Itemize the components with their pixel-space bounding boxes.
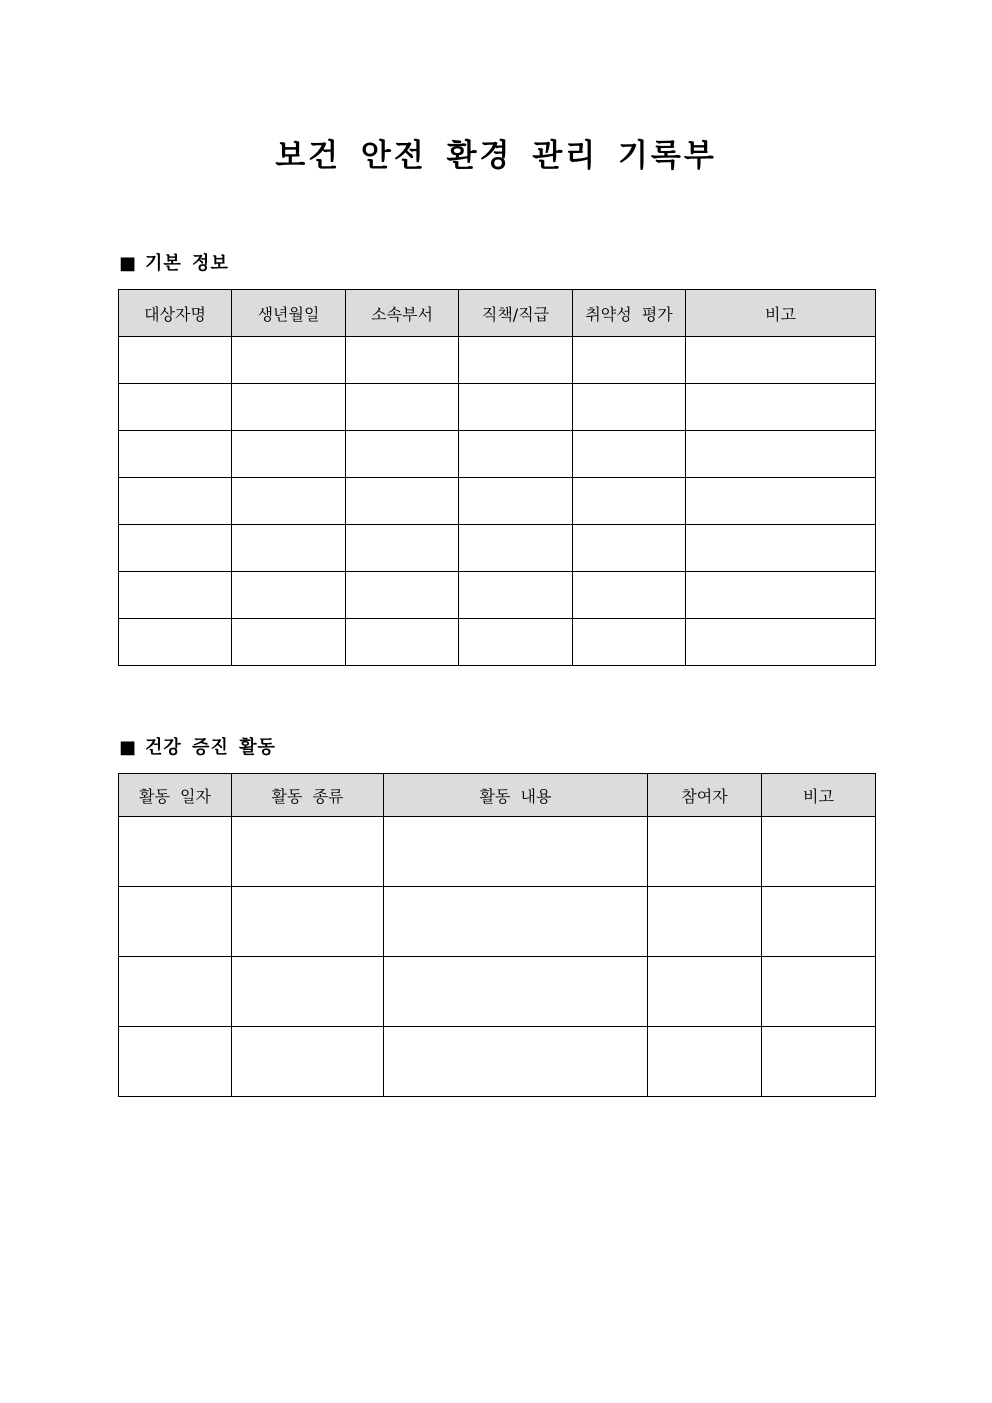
table-cell[interactable] <box>762 957 876 1027</box>
table-cell[interactable] <box>346 572 459 619</box>
table-header-row <box>119 290 876 337</box>
column-header-position: 직책/직급 <box>459 290 573 337</box>
table-row <box>119 431 876 478</box>
table-cell[interactable] <box>346 337 459 384</box>
table-cell[interactable] <box>573 619 686 666</box>
table-cell[interactable] <box>232 478 346 525</box>
table-cell[interactable] <box>119 525 232 572</box>
table-cell[interactable] <box>459 384 573 431</box>
square-bullet-icon: ■ <box>119 253 138 274</box>
table-cell[interactable] <box>573 384 686 431</box>
column-header-activity-type: 활동 종류 <box>232 774 384 817</box>
table-cell[interactable] <box>232 817 384 887</box>
table-cell[interactable] <box>648 1027 762 1097</box>
table-cell[interactable] <box>686 431 876 478</box>
table-cell[interactable] <box>686 337 876 384</box>
table-row <box>119 1027 876 1097</box>
table-row <box>119 817 876 887</box>
table-cell[interactable] <box>119 431 232 478</box>
table-cell[interactable] <box>573 572 686 619</box>
table-row <box>119 957 876 1027</box>
table-row <box>119 525 876 572</box>
table-cell[interactable] <box>686 525 876 572</box>
section-title: 건강 증진 활동 <box>145 737 276 758</box>
table-cell[interactable] <box>232 887 384 957</box>
table-cell[interactable] <box>459 478 573 525</box>
table-cell[interactable] <box>119 478 232 525</box>
table-cell[interactable] <box>686 478 876 525</box>
column-header-participants: 참여자 <box>648 774 762 817</box>
section-heading-basic-info <box>119 251 229 277</box>
table-cell[interactable] <box>119 817 232 887</box>
table-cell[interactable] <box>384 817 648 887</box>
table-cell[interactable] <box>119 384 232 431</box>
column-header-activity-content: 활동 내용 <box>384 774 648 817</box>
table-cell[interactable] <box>459 619 573 666</box>
table-cell[interactable] <box>384 1027 648 1097</box>
table-header-row <box>119 774 876 817</box>
table-cell[interactable] <box>232 525 346 572</box>
column-header-name: 대상자명 <box>119 290 232 337</box>
health-activity-table <box>118 773 876 1097</box>
table-row <box>119 478 876 525</box>
table-cell[interactable] <box>573 478 686 525</box>
table-cell[interactable] <box>648 887 762 957</box>
table-cell[interactable] <box>459 525 573 572</box>
column-header-remarks: 비고 <box>762 774 876 817</box>
table-cell[interactable] <box>119 619 232 666</box>
document-title: 보건 안전 환경 관리 기록부 <box>275 138 717 174</box>
table-row <box>119 572 876 619</box>
basic-info-table <box>118 289 876 666</box>
table-cell[interactable] <box>686 384 876 431</box>
table-row <box>119 619 876 666</box>
table-cell[interactable] <box>686 619 876 666</box>
table-cell[interactable] <box>119 887 232 957</box>
table-cell[interactable] <box>232 1027 384 1097</box>
table-row <box>119 337 876 384</box>
table-cell[interactable] <box>762 887 876 957</box>
table-cell[interactable] <box>573 431 686 478</box>
table-cell[interactable] <box>384 957 648 1027</box>
table-cell[interactable] <box>573 337 686 384</box>
table-cell[interactable] <box>232 572 346 619</box>
table-cell[interactable] <box>119 957 232 1027</box>
section-title: 기본 정보 <box>145 253 229 274</box>
table-cell[interactable] <box>459 431 573 478</box>
table-cell[interactable] <box>459 337 573 384</box>
table-row <box>119 887 876 957</box>
table-cell[interactable] <box>346 619 459 666</box>
table-cell[interactable] <box>762 817 876 887</box>
table-cell[interactable] <box>686 572 876 619</box>
square-bullet-icon: ■ <box>119 737 138 758</box>
table-cell[interactable] <box>762 1027 876 1097</box>
table-cell[interactable] <box>346 431 459 478</box>
table-cell[interactable] <box>232 619 346 666</box>
column-header-vulnerability: 취약성 평가 <box>573 290 686 337</box>
table-cell[interactable] <box>384 887 648 957</box>
column-header-department: 소속부서 <box>346 290 459 337</box>
table-cell[interactable] <box>232 384 346 431</box>
table-cell[interactable] <box>459 572 573 619</box>
table-cell[interactable] <box>119 1027 232 1097</box>
column-header-activity-date: 활동 일자 <box>119 774 232 817</box>
section-heading-health-activity <box>119 735 276 761</box>
table-cell[interactable] <box>119 337 232 384</box>
table-cell[interactable] <box>648 817 762 887</box>
table-cell[interactable] <box>232 337 346 384</box>
table-cell[interactable] <box>346 525 459 572</box>
table-cell[interactable] <box>346 478 459 525</box>
table-cell[interactable] <box>346 384 459 431</box>
table-cell[interactable] <box>232 957 384 1027</box>
column-header-birthdate: 생년월일 <box>232 290 346 337</box>
table-row <box>119 384 876 431</box>
table-cell[interactable] <box>232 431 346 478</box>
column-header-remarks: 비고 <box>686 290 876 337</box>
table-cell[interactable] <box>573 525 686 572</box>
table-cell[interactable] <box>119 572 232 619</box>
table-cell[interactable] <box>648 957 762 1027</box>
